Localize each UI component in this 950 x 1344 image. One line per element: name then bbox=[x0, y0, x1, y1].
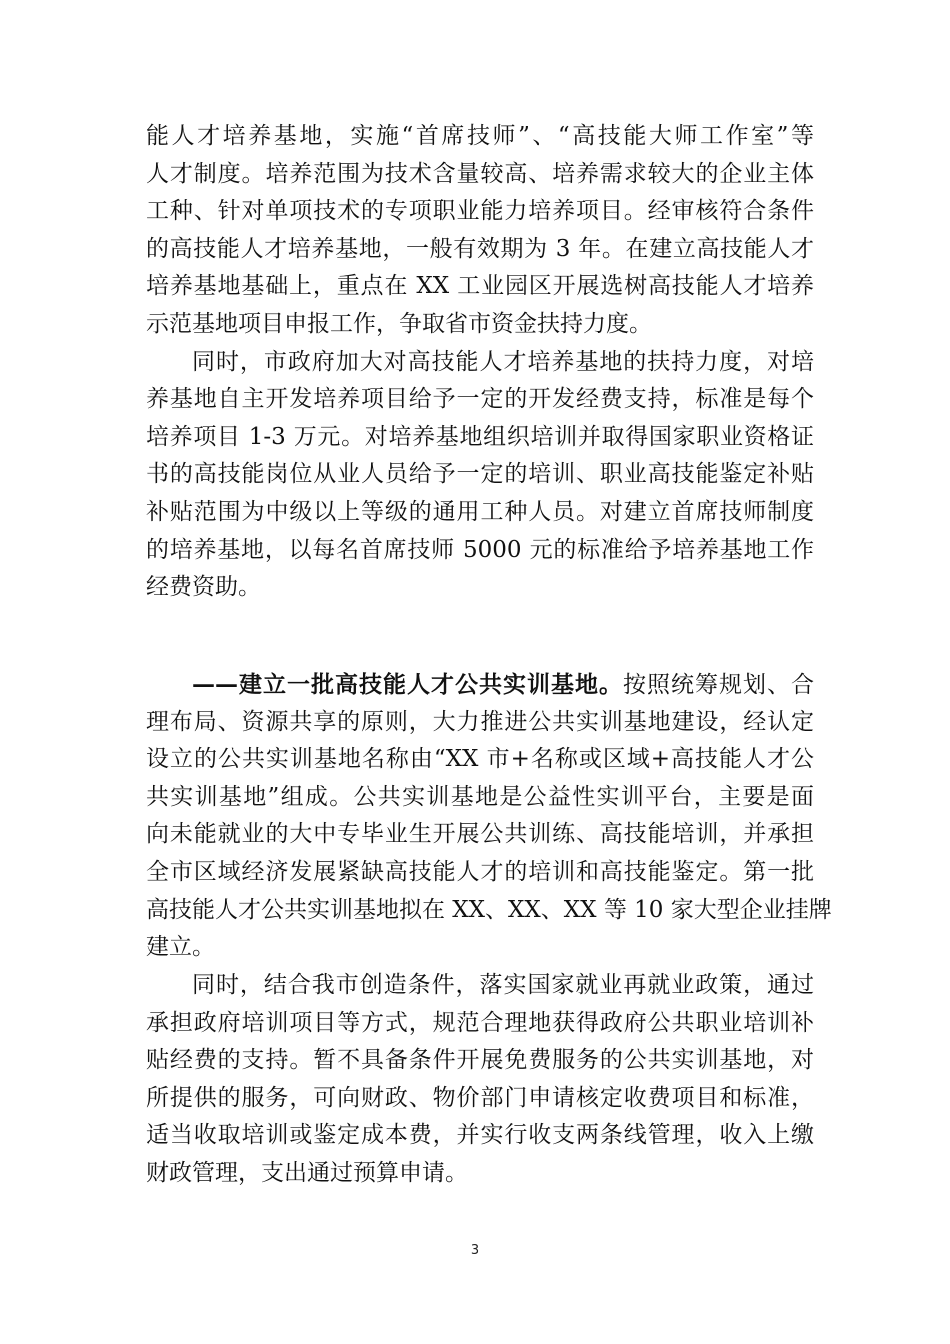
text-line bbox=[146, 666, 814, 704]
text-line: 书的高技能岗位从业人员给予一定的培训、职业高技能鉴定补贴 bbox=[146, 461, 814, 488]
text-line: 补贴范围为中级以上等级的通用工种人员。对建立首席技师制度 bbox=[146, 498, 814, 525]
text-line: 高技能人才公共实训基地拟在 XX、XX、XX 等 10 家大型企业挂牌 bbox=[146, 896, 832, 923]
text-line: 经费资助。 bbox=[146, 574, 261, 601]
text-run: 按照统筹规划、合 bbox=[623, 672, 814, 698]
text-line: 人才制度。培养范围为技术含量较高、培养需求较大的企业主体 bbox=[146, 160, 814, 187]
text-line: 向未能就业的大中专毕业生开展公共训练、高技能培训，并承担 bbox=[146, 821, 814, 848]
paragraph-employment-policy bbox=[146, 967, 814, 1193]
text-line: 的高技能人才培养基地，一般有效期为 3 年。在建立高技能人才 bbox=[146, 235, 814, 262]
paragraph-public-training-base bbox=[146, 666, 832, 967]
text-line: 工种、针对单项技术的专项职业能力培养项目。经审核符合条件 bbox=[146, 198, 814, 225]
paragraph-government-support bbox=[146, 344, 814, 607]
text-line: 同时，结合我市创造条件，落实国家就业再就业政策，通过 bbox=[192, 972, 814, 998]
text-line: 能人才培养基地，实施“首席技师”、“高技能大师工作室”等 bbox=[146, 123, 814, 149]
text-line: 养基地自主开发培养项目给予一定的开发经费支持，标准是每个 bbox=[146, 386, 814, 413]
text-line: 同时，市政府加大对高技能人才培养基地的扶持力度，对培 bbox=[192, 348, 814, 375]
text-line: 培养基地基础上，重点在 XX 工业园区开展选树高技能人才培养 bbox=[146, 273, 814, 300]
text-line: 承担政府培训项目等方式，规范合理地获得政府公共职业培训补 bbox=[146, 1009, 814, 1036]
text-line: 适当收取培训或鉴定成本费，并实行收支两条线管理，收入上缴 bbox=[146, 1122, 814, 1149]
text-line: 共实训基地”组成。公共实训基地是公益性实训平台，主要是面 bbox=[146, 783, 814, 810]
section-heading: ——建立一批高技能人才公共实训基地。 bbox=[192, 671, 623, 698]
page-number: 3 bbox=[470, 1243, 480, 1258]
text-line: 所提供的服务，可向财政、物价部门申请核定收费项目和标准， bbox=[146, 1084, 814, 1111]
text-line: 培养项目 1-3 万元。对培养基地组织培训并取得国家职业资格证 bbox=[146, 423, 814, 450]
text-line: 财政管理，支出通过预算申请。 bbox=[146, 1159, 468, 1186]
text-line: 贴经费的支持。暂不具备条件开展免费服务的公共实训基地，对 bbox=[146, 1047, 814, 1074]
text-line: 全市区域经济发展紧缺高技能人才的培训和高技能鉴定。第一批 bbox=[146, 858, 814, 885]
text-line: 理布局、资源共享的原则，大力推进公共实训基地建设，经认定 bbox=[146, 708, 814, 735]
text-line: 的培养基地，以每名首席技师 5000 元的标准给予培养基地工作 bbox=[146, 536, 814, 563]
paragraph-training-base-intro bbox=[146, 118, 814, 344]
text-line: 示范基地项目申报工作，争取省市资金扶持力度。 bbox=[146, 310, 652, 337]
text-line: 建立。 bbox=[146, 934, 215, 961]
text-line: 设立的公共实训基地名称由“XX 市+名称或区域+高技能人才公 bbox=[146, 746, 814, 773]
